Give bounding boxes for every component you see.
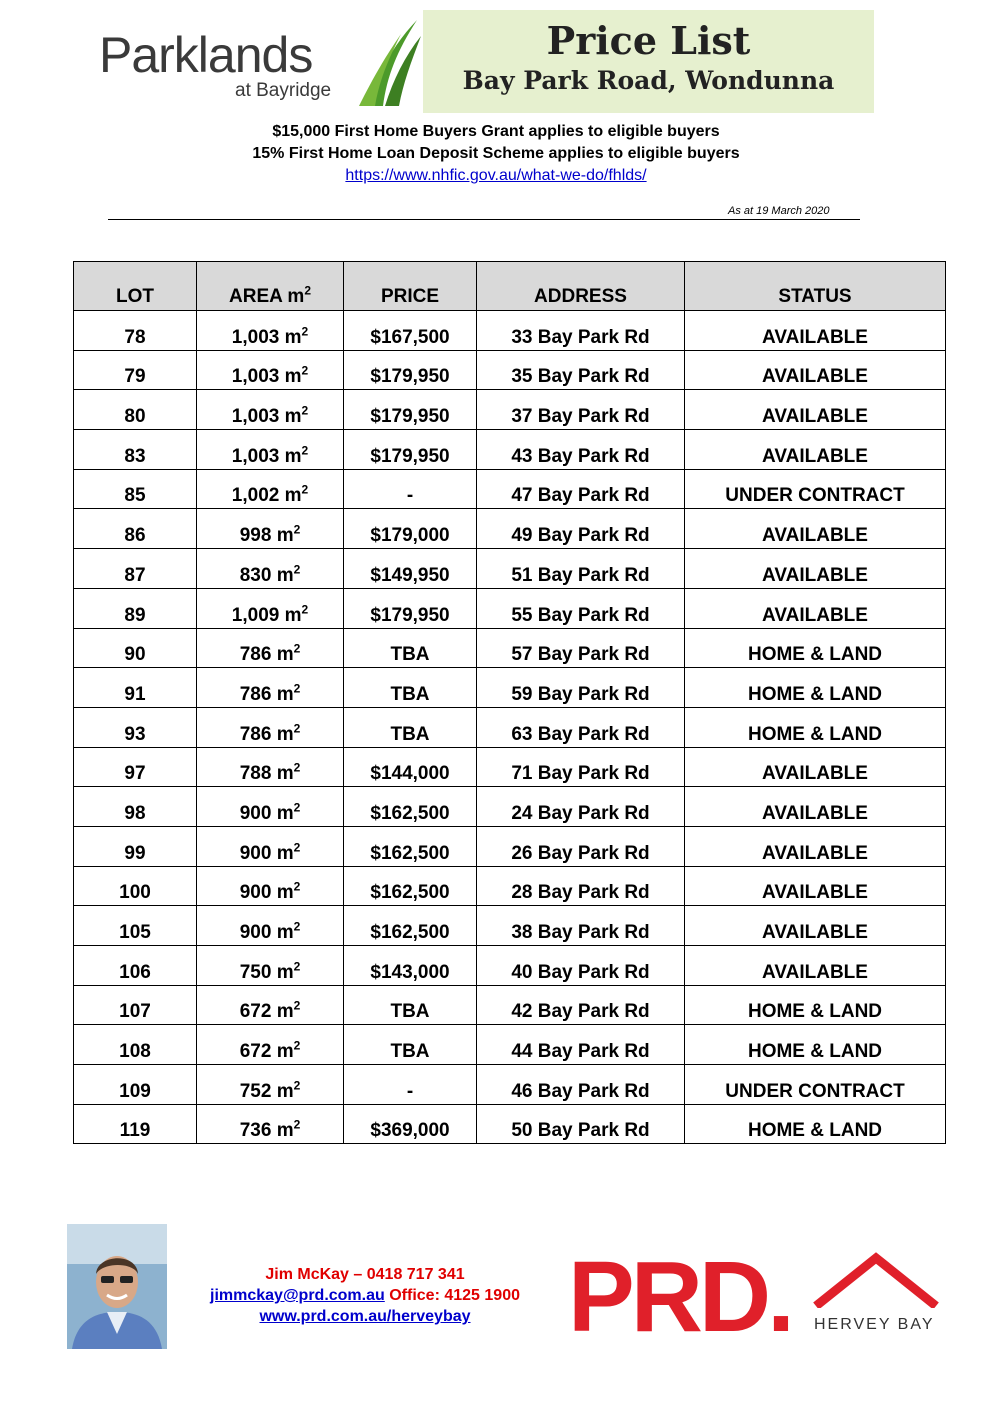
cell-address: 42 Bay Park Rd [477, 985, 685, 1025]
cell-price: TBA [344, 985, 477, 1025]
cell-area: 786 $m^2$ [197, 707, 344, 747]
cell-address: 35 Bay Park Rd [477, 350, 685, 390]
cell-area: 830 $m^2$ [197, 549, 344, 589]
cell-price: $149,950 [344, 549, 477, 589]
cell-price: TBA [344, 668, 477, 708]
cell-price: $179,950 [344, 390, 477, 430]
cell-price: $143,000 [344, 946, 477, 986]
table-row [74, 390, 946, 430]
cell-price: - [344, 1065, 477, 1105]
cell-lot: 90 [74, 628, 197, 668]
cell-status: UNDER CONTRACT [685, 1065, 946, 1105]
table-row [74, 985, 946, 1025]
table-row [74, 747, 946, 787]
cell-area: 1,003 $m^2$ [197, 311, 344, 351]
cell-lot: 87 [74, 549, 197, 589]
cell-price: $167,500 [344, 311, 477, 351]
cell-status: UNDER CONTRACT [685, 469, 946, 509]
table-row [74, 707, 946, 747]
cell-address: 46 Bay Park Rd [477, 1065, 685, 1105]
cell-status: AVAILABLE [685, 311, 946, 351]
cell-price: TBA [344, 628, 477, 668]
table-row [74, 628, 946, 668]
website-row [150, 1308, 580, 1326]
office-phone: Office: 4125 1900 [389, 1287, 520, 1304]
table-row [74, 826, 946, 866]
cell-address: 37 Bay Park Rd [477, 390, 685, 430]
cell-lot: 85 [74, 469, 197, 509]
cell-lot: 109 [74, 1065, 197, 1105]
cell-lot: 106 [74, 946, 197, 986]
cell-status: AVAILABLE [685, 588, 946, 628]
cell-area: 1,002 $m^2$ [197, 469, 344, 509]
cell-status: AVAILABLE [685, 946, 946, 986]
agent-name-phone: Jim McKay – 0418 717 341 [265, 1266, 465, 1283]
cell-area: 900 $m^2$ [197, 787, 344, 827]
cell-area: 900 $m^2$ [197, 826, 344, 866]
page-subtitle: Bay Park Road, Wondunna [462, 66, 835, 95]
contact-email-office [150, 1287, 580, 1305]
cell-price: $162,500 [344, 906, 477, 946]
header-lot: LOT [74, 262, 197, 311]
cell-lot: 119 [74, 1104, 197, 1144]
cell-lot: 79 [74, 350, 197, 390]
roof-icon [812, 1252, 940, 1308]
nhfic-link[interactable]: https://www.nhfic.gov.au/what-we-do/fhlds/ [345, 167, 647, 184]
table-row [74, 350, 946, 390]
table-header-row [74, 262, 946, 311]
cell-address: 50 Bay Park Rd [477, 1104, 685, 1144]
cell-status: AVAILABLE [685, 549, 946, 589]
cell-lot: 98 [74, 787, 197, 827]
cell-status: HOME & LAND [685, 985, 946, 1025]
cell-status: HOME & LAND [685, 628, 946, 668]
cell-price: $179,000 [344, 509, 477, 549]
deposit-scheme-notice: 15% First Home Loan Deposit Scheme applies to eligible buyers [252, 145, 740, 162]
parklands-logo [95, 10, 423, 113]
cell-area: 998 $m^2$ [197, 509, 344, 549]
cell-area: 786 $m^2$ [197, 668, 344, 708]
cell-area: 752 $m^2$ [197, 1065, 344, 1105]
cell-status: AVAILABLE [685, 747, 946, 787]
cell-lot: 99 [74, 826, 197, 866]
cell-address: 63 Bay Park Rd [477, 707, 685, 747]
cell-area: 1,003 $m^2$ [197, 430, 344, 470]
cell-lot: 93 [74, 707, 197, 747]
cell-lot: 86 [74, 509, 197, 549]
cell-status: HOME & LAND [685, 707, 946, 747]
cell-area: 1,003 $m^2$ [197, 350, 344, 390]
cell-status: HOME & LAND [685, 1025, 946, 1065]
cell-address: 71 Bay Park Rd [477, 747, 685, 787]
cell-price: $179,950 [344, 350, 477, 390]
cell-area: 900 $m^2$ [197, 866, 344, 906]
cell-address: 51 Bay Park Rd [477, 549, 685, 589]
cell-price: $179,950 [344, 588, 477, 628]
table-row [74, 668, 946, 708]
cell-lot: 78 [74, 311, 197, 351]
table-row [74, 469, 946, 509]
cell-lot: 97 [74, 747, 197, 787]
cell-price: - [344, 469, 477, 509]
website-link[interactable]: www.prd.com.au/herveybay [259, 1308, 471, 1325]
cell-price: TBA [344, 707, 477, 747]
table-row [74, 509, 946, 549]
cell-status: AVAILABLE [685, 390, 946, 430]
cell-lot: 107 [74, 985, 197, 1025]
cell-price: $369,000 [344, 1104, 477, 1144]
cell-status: AVAILABLE [685, 906, 946, 946]
header-banner [95, 10, 874, 113]
cell-address: 26 Bay Park Rd [477, 826, 685, 866]
cell-address: 47 Bay Park Rd [477, 469, 685, 509]
cell-area: 750 $m^2$ [197, 946, 344, 986]
cell-address: 28 Bay Park Rd [477, 866, 685, 906]
cell-address: 43 Bay Park Rd [477, 430, 685, 470]
header-status: STATUS [685, 262, 946, 311]
cell-status: AVAILABLE [685, 430, 946, 470]
table-row [74, 1025, 946, 1065]
table-row [74, 549, 946, 589]
cell-status: HOME & LAND [685, 1104, 946, 1144]
cell-area: 786 $m^2$ [197, 628, 344, 668]
cell-status: HOME & LAND [685, 668, 946, 708]
cell-price: $162,500 [344, 866, 477, 906]
cell-area: 1,009 $m^2$ [197, 588, 344, 628]
cell-area: 900 $m^2$ [197, 906, 344, 946]
cell-address: 59 Bay Park Rd [477, 668, 685, 708]
cell-area: 672 $m^2$ [197, 1025, 344, 1065]
table-row [74, 946, 946, 986]
page-title: Price List [546, 18, 751, 63]
cell-area: 736 $m^2$ [197, 1104, 344, 1144]
cell-area: 672 $m^2$ [197, 985, 344, 1025]
table-row [74, 311, 946, 351]
grass-icon [357, 16, 423, 108]
logo-sub: at Bayridge [235, 80, 332, 101]
cell-status: AVAILABLE [685, 509, 946, 549]
grant-notice: $15,000 First Home Buyers Grant applies to eligible buyers [272, 123, 720, 140]
header-area: AREA $m^2$ [197, 262, 344, 311]
cell-address: 49 Bay Park Rd [477, 509, 685, 549]
cell-address: 44 Bay Park Rd [477, 1025, 685, 1065]
cell-price: $162,500 [344, 826, 477, 866]
table-row [74, 787, 946, 827]
table-row [74, 588, 946, 628]
cell-address: 33 Bay Park Rd [477, 311, 685, 351]
cell-address: 24 Bay Park Rd [477, 787, 685, 827]
cell-lot: 91 [74, 668, 197, 708]
cell-lot: 89 [74, 588, 197, 628]
cell-lot: 83 [74, 430, 197, 470]
brand-location: HERVEY BAY [814, 1316, 935, 1333]
cell-lot: 100 [74, 866, 197, 906]
cell-address: 38 Bay Park Rd [477, 906, 685, 946]
cell-address: 55 Bay Park Rd [477, 588, 685, 628]
cell-price: TBA [344, 1025, 477, 1065]
divider [108, 219, 860, 220]
table-row [74, 1065, 946, 1105]
price-table [73, 261, 946, 1144]
cell-price: $144,000 [344, 747, 477, 787]
as-at-date: As at 19 March 2020 [728, 205, 830, 217]
cell-area: 1,003 $m^2$ [197, 390, 344, 430]
cell-area: 788 $m^2$ [197, 747, 344, 787]
cell-price: $162,500 [344, 787, 477, 827]
table-row [74, 1104, 946, 1144]
table-row [74, 866, 946, 906]
table-row [74, 906, 946, 946]
logo-word: Parklands [99, 27, 313, 83]
prd-logo: PRD. [568, 1241, 791, 1353]
cell-address: 40 Bay Park Rd [477, 946, 685, 986]
cell-status: AVAILABLE [685, 826, 946, 866]
cell-address: 57 Bay Park Rd [477, 628, 685, 668]
header-address: ADDRESS [477, 262, 685, 311]
cell-status: AVAILABLE [685, 350, 946, 390]
table-row [74, 430, 946, 470]
header-price: PRICE [344, 262, 477, 311]
cell-lot: 108 [74, 1025, 197, 1065]
cell-lot: 80 [74, 390, 197, 430]
cell-price: $179,950 [344, 430, 477, 470]
cell-status: AVAILABLE [685, 787, 946, 827]
agent-email-link[interactable]: jimmckay@prd.com.au [210, 1287, 385, 1304]
cell-lot: 105 [74, 906, 197, 946]
cell-status: AVAILABLE [685, 866, 946, 906]
